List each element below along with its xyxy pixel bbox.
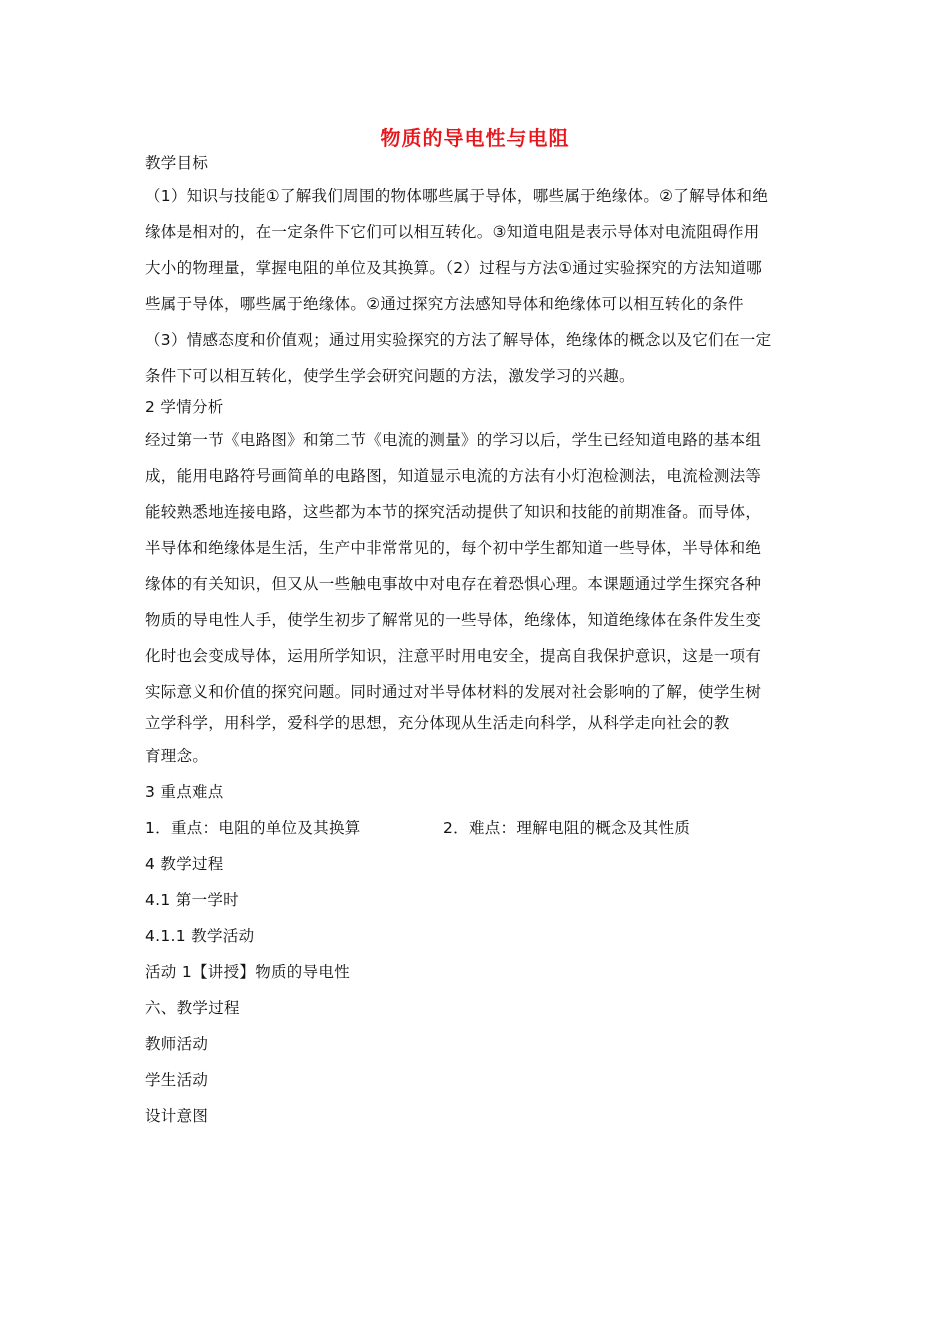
paragraph-line: 物质的导电性人手，使学生初步了解常见的一些导体，绝缘体，知道绝缘体在条件发生变 (145, 611, 762, 629)
paragraph-line: 缘体是相对的，在一定条件下它们可以相互转化。③知道电阻是表示导体对电流阻碍作用 (145, 223, 760, 241)
section-heading-analysis: 2 学情分析 (145, 398, 224, 416)
paragraph-line: 实际意义和价值的探究问题。同时通过对半导体材料的发展对社会影响的了解，使学生树 (145, 683, 762, 701)
table-column-label: 学生活动 (145, 1071, 209, 1089)
paragraph-line: 立学科学，用科学，爱科学的思想，充分体现从生活走向科学，从科学走向社会的教 (145, 714, 730, 732)
paragraph-line: 大小的物理量，掌握电阻的单位及其换算。（2）过程与方法①通过实验探究的方法知道哪 (145, 259, 763, 277)
table-column-label: 教师活动 (145, 1035, 209, 1053)
paragraph-line: （3）情感态度和价值观；通过用实验探究的方法了解导体，绝缘体的概念以及它们在一定 (145, 331, 772, 349)
paragraph-line: 缘体的有关知识，但又从一些触电事故中对电存在着恐惧心理。本课题通过学生探究各种 (145, 575, 762, 593)
paragraph-line: 化时也会变成导体，运用所学知识，注意平时用电安全，提高自我保护意识，这是一项有 (145, 647, 762, 665)
paragraph-line: 经过第一节《电路图》和第二节《电流的测量》的学习以后，学生已经知道电路的基本组 (145, 431, 762, 449)
paragraph-line: 半导体和绝缘体是生活，生产中非常常见的，每个初中学生都知道一些导体，半导体和绝 (145, 539, 762, 557)
key-point-difficulty: 2．难点：理解电阻的概念及其性质 (443, 819, 691, 837)
subsection-heading: 4.1.1 教学活动 (145, 927, 255, 945)
section-heading: 六、教学过程 (145, 999, 240, 1017)
subsection-heading: 4.1 第一学时 (145, 891, 239, 909)
paragraph-line: （1）知识与技能①了解我们周围的物体哪些属于导体，哪些属于绝缘体。②了解导体和绝 (145, 187, 769, 205)
key-points-row (145, 810, 810, 846)
table-column-label: 设计意图 (145, 1107, 209, 1125)
section-heading-key-points: 3 重点难点 (145, 783, 224, 801)
document-body (145, 150, 810, 1134)
key-point-focus: 1．重点：电阻的单位及其换算 (145, 819, 361, 837)
activity-heading: 活动 1【讲授】物质的导电性 (145, 963, 350, 981)
section-heading-process: 4 教学过程 (145, 855, 224, 873)
paragraph-line: 育理念。 (145, 747, 209, 765)
paragraph-line: 能较熟悉地连接电路，这些都为本节的探究活动提供了知识和技能的前期准备。而导体， (145, 503, 762, 521)
paragraph-line: 成，能用电路符号画简单的电路图，知道显示电流的方法有小灯泡检测法，电流检测法等 (145, 467, 762, 485)
paragraph-line: 条件下可以相互转化，使学生学会研究问题的方法，激发学习的兴趣。 (145, 367, 635, 385)
section-heading-objectives: 教学目标 (145, 154, 209, 172)
document-title: 物质的导电性与电阻 (380, 126, 570, 150)
paragraph-line: 些属于导体，哪些属于绝缘体。②通过探究方法感知导体和绝缘体可以相互转化的条件 (145, 295, 744, 313)
